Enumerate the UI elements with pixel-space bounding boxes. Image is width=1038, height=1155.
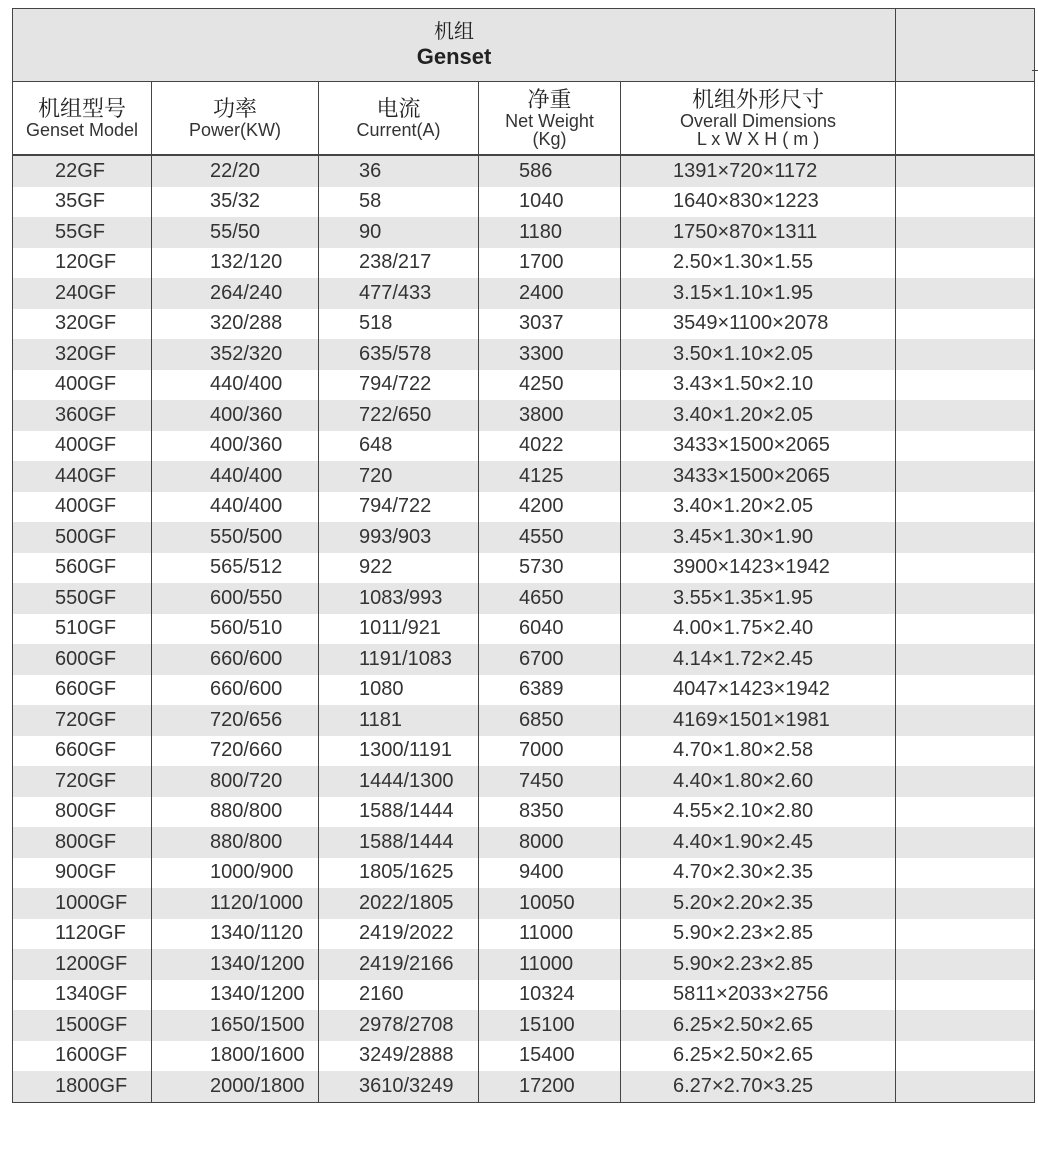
cell-model: 500GF [13,522,152,553]
cell-dimensions: 6.25×2.50×2.65 [621,1041,896,1072]
cell-weight: 15100 [479,1010,621,1041]
cell-current: 922 [319,553,479,584]
header-weight [479,82,621,156]
cell-empty [896,675,1035,706]
cell-model: 400GF [13,492,152,523]
cell-dimensions: 5.90×2.23×2.85 [621,949,896,980]
cell-model: 800GF [13,797,152,828]
cell-model: 22GF [13,155,152,187]
cell-weight: 11000 [479,919,621,950]
cell-power: 352/320 [152,339,319,370]
cell-power: 400/360 [152,400,319,431]
column-header-row [13,82,1035,156]
cell-power: 660/600 [152,675,319,706]
cell-power: 440/400 [152,461,319,492]
cell-dimensions: 4.55×2.10×2.80 [621,797,896,828]
cell-empty [896,827,1035,858]
cell-power: 800/720 [152,766,319,797]
cell-power: 400/360 [152,431,319,462]
cell-current: 993/903 [319,522,479,553]
cell-empty [896,888,1035,919]
header-model-zh: 机组型号 [37,95,126,121]
cell-current: 36 [319,155,479,187]
cell-current: 1080 [319,675,479,706]
table-row [13,492,1035,523]
cell-weight: 4125 [479,461,621,492]
cell-current: 2978/2708 [319,1010,479,1041]
cell-model: 55GF [13,217,152,248]
table-row [13,431,1035,462]
table-row [13,155,1035,187]
cell-empty [896,492,1035,523]
header-weight-unit: (Kg) [532,129,567,149]
cell-dimensions: 3549×1100×2078 [621,309,896,340]
cell-power: 2000/1800 [152,1071,319,1102]
cell-power: 1340/1200 [152,980,319,1011]
cell-current: 1011/921 [319,614,479,645]
cell-dimensions: 6.27×2.70×3.25 [621,1071,896,1102]
cell-empty [896,217,1035,248]
cell-empty [896,278,1035,309]
cell-dimensions: 4.40×1.90×2.45 [621,827,896,858]
cell-weight: 4250 [479,370,621,401]
table-row [13,949,1035,980]
cell-model: 800GF [13,827,152,858]
cell-empty [896,736,1035,767]
cell-dimensions: 3.43×1.50×2.10 [621,370,896,401]
cell-empty [896,461,1035,492]
cell-weight: 586 [479,155,621,187]
cell-weight: 3800 [479,400,621,431]
table-row [13,980,1035,1011]
cell-empty [896,522,1035,553]
cell-weight: 2400 [479,278,621,309]
cell-weight: 1180 [479,217,621,248]
header-current-zh: 电流 [376,95,421,121]
table-row [13,736,1035,767]
cell-model: 1500GF [13,1010,152,1041]
table-row [13,675,1035,706]
cell-power: 1650/1500 [152,1010,319,1041]
table-title-row [13,9,1035,82]
cell-power: 1340/1200 [152,949,319,980]
cell-model: 1340GF [13,980,152,1011]
header-dimensions-zh: 机组外形尺寸 [692,87,825,112]
cell-power: 1340/1120 [152,919,319,950]
header-dimensions-unit: L x W X H ( m ) [696,129,820,149]
cell-model: 320GF [13,339,152,370]
cell-model: 35GF [13,187,152,218]
cell-current: 1588/1444 [319,797,479,828]
cell-model: 360GF [13,400,152,431]
cell-dimensions: 3.15×1.10×1.95 [621,278,896,309]
header-power-zh: 功率 [212,95,257,121]
cell-model: 240GF [13,278,152,309]
cell-dimensions: 3433×1500×2065 [621,461,896,492]
cell-power: 264/240 [152,278,319,309]
cell-model: 320GF [13,309,152,340]
cell-current: 1444/1300 [319,766,479,797]
cell-dimensions: 4.40×1.80×2.60 [621,766,896,797]
cell-weight: 6040 [479,614,621,645]
table-row [13,339,1035,370]
cell-current: 238/217 [319,248,479,279]
header-model [13,82,152,156]
cell-weight: 10324 [479,980,621,1011]
cell-current: 58 [319,187,479,218]
cell-current: 90 [319,217,479,248]
cell-weight: 7000 [479,736,621,767]
cell-power: 55/50 [152,217,319,248]
cell-dimensions: 3.45×1.30×1.90 [621,522,896,553]
cell-weight: 1700 [479,248,621,279]
cell-model: 660GF [13,736,152,767]
genset-spec-table [12,8,1035,1103]
cell-dimensions: 3.40×1.20×2.05 [621,400,896,431]
cell-current: 1083/993 [319,583,479,614]
cell-power: 660/600 [152,644,319,675]
cell-empty [896,1041,1035,1072]
cell-dimensions: 3433×1500×2065 [621,431,896,462]
cell-empty [896,370,1035,401]
cell-current: 518 [319,309,479,340]
header-power [152,82,319,156]
table-row [13,583,1035,614]
table-row [13,217,1035,248]
table-row [13,522,1035,553]
cell-dimensions: 4.14×1.72×2.45 [621,644,896,675]
table-row [13,858,1035,889]
title-zh: 机组 [434,21,475,43]
cell-current: 1191/1083 [319,644,479,675]
table-row [13,553,1035,584]
cell-dimensions: 1391×720×1172 [621,155,896,187]
cell-model: 1800GF [13,1071,152,1102]
table-row [13,614,1035,645]
cell-power: 720/660 [152,736,319,767]
table-row [13,309,1035,340]
cell-power: 1800/1600 [152,1041,319,1072]
cell-dimensions: 1640×830×1223 [621,187,896,218]
cell-weight: 5730 [479,553,621,584]
cell-weight: 6850 [479,705,621,736]
cell-model: 120GF [13,248,152,279]
header-dimensions-en: Overall Dimensions [679,111,837,131]
cell-power: 35/32 [152,187,319,218]
cell-current: 648 [319,431,479,462]
table-row [13,919,1035,950]
header-dimensions [621,82,896,156]
header-current [319,82,479,156]
cell-weight: 4550 [479,522,621,553]
cell-empty [896,919,1035,950]
cell-dimensions: 1750×870×1311 [621,217,896,248]
cell-empty [896,248,1035,279]
cell-model: 600GF [13,644,152,675]
cell-dimensions: 4169×1501×1981 [621,705,896,736]
empty-title-cell [896,9,1035,82]
cell-dimensions: 3.50×1.10×2.05 [621,339,896,370]
cell-empty [896,797,1035,828]
cell-weight: 4650 [479,583,621,614]
title-en: Genset [416,44,492,69]
cell-current: 3249/2888 [319,1041,479,1072]
cell-power: 550/500 [152,522,319,553]
cell-empty [896,187,1035,218]
cell-current: 2419/2166 [319,949,479,980]
header-weight-en: Net Weight [505,111,594,131]
cell-model: 400GF [13,431,152,462]
cell-power: 440/400 [152,492,319,523]
cell-current: 1588/1444 [319,827,479,858]
table-row [13,1010,1035,1041]
cell-model: 660GF [13,675,152,706]
cell-weight: 4022 [479,431,621,462]
cell-empty [896,614,1035,645]
empty-header-cell [896,82,1035,156]
table-row [13,400,1035,431]
header-model-en: Genset Model [25,119,139,140]
cell-current: 1805/1625 [319,858,479,889]
cell-empty [896,400,1035,431]
table-row [13,370,1035,401]
cell-current: 635/578 [319,339,479,370]
cell-dimensions: 5.20×2.20×2.35 [621,888,896,919]
cell-power: 600/550 [152,583,319,614]
cell-current: 794/722 [319,492,479,523]
cell-model: 1600GF [13,1041,152,1072]
cell-power: 22/20 [152,155,319,187]
cell-weight: 6700 [479,644,621,675]
cell-empty [896,766,1035,797]
table-row [13,644,1035,675]
cell-weight: 17200 [479,1071,621,1102]
cell-weight: 4200 [479,492,621,523]
cell-weight: 11000 [479,949,621,980]
table-row [13,705,1035,736]
cell-dimensions: 4.70×2.30×2.35 [621,858,896,889]
header-current-en: Current(A) [356,119,441,140]
cell-power: 132/120 [152,248,319,279]
cell-power: 440/400 [152,370,319,401]
cell-current: 720 [319,461,479,492]
table-row [13,461,1035,492]
cell-power: 560/510 [152,614,319,645]
cell-model: 900GF [13,858,152,889]
cell-empty [896,339,1035,370]
cell-power: 1000/900 [152,858,319,889]
cell-empty [896,705,1035,736]
table-row [13,888,1035,919]
cell-dimensions: 4.70×1.80×2.58 [621,736,896,767]
cell-weight: 3300 [479,339,621,370]
cell-weight: 6389 [479,675,621,706]
cell-weight: 8350 [479,797,621,828]
cell-empty [896,644,1035,675]
cell-current: 2419/2022 [319,919,479,950]
cell-model: 550GF [13,583,152,614]
cell-empty [896,1010,1035,1041]
header-weight-zh: 净重 [527,87,572,112]
cell-weight: 9400 [479,858,621,889]
cell-power: 320/288 [152,309,319,340]
table-row [13,827,1035,858]
genset-spec-table-frame [12,8,1034,1103]
cell-model: 1200GF [13,949,152,980]
table-body [13,155,1035,1102]
header-power-en: Power(KW) [188,119,281,140]
cell-weight: 1040 [479,187,621,218]
cell-current: 1300/1191 [319,736,479,767]
cell-weight: 8000 [479,827,621,858]
cell-power: 720/656 [152,705,319,736]
cell-empty [896,583,1035,614]
cell-empty [896,431,1035,462]
table-row [13,1041,1035,1072]
cell-power: 1120/1000 [152,888,319,919]
cell-weight: 15400 [479,1041,621,1072]
cell-empty [896,949,1035,980]
cell-dimensions: 3900×1423×1942 [621,553,896,584]
table-row [13,1071,1035,1102]
table-row [13,278,1035,309]
cell-empty [896,858,1035,889]
cell-power: 880/800 [152,827,319,858]
cell-model: 720GF [13,766,152,797]
cell-dimensions: 3.55×1.35×1.95 [621,583,896,614]
cell-model: 1120GF [13,919,152,950]
cell-model: 1000GF [13,888,152,919]
cell-dimensions: 6.25×2.50×2.65 [621,1010,896,1041]
cell-empty [896,1071,1035,1102]
cell-empty [896,553,1035,584]
cell-power: 880/800 [152,797,319,828]
cell-dimensions: 4047×1423×1942 [621,675,896,706]
table-row [13,766,1035,797]
table-row [13,248,1035,279]
cell-dimensions: 3.40×1.20×2.05 [621,492,896,523]
cell-empty [896,155,1035,187]
cell-empty [896,980,1035,1011]
cell-weight: 3037 [479,309,621,340]
cell-dimensions: 4.00×1.75×2.40 [621,614,896,645]
cell-current: 3610/3249 [319,1071,479,1102]
cell-current: 2022/1805 [319,888,479,919]
cell-model: 720GF [13,705,152,736]
cell-current: 722/650 [319,400,479,431]
cell-power: 565/512 [152,553,319,584]
table-title [13,9,896,82]
cell-model: 510GF [13,614,152,645]
table-row [13,187,1035,218]
cell-model: 440GF [13,461,152,492]
cell-empty [896,309,1035,340]
edge-tick [1032,70,1038,71]
cell-dimensions: 5811×2033×2756 [621,980,896,1011]
cell-dimensions: 5.90×2.23×2.85 [621,919,896,950]
cell-dimensions: 2.50×1.30×1.55 [621,248,896,279]
table-row [13,797,1035,828]
cell-weight: 7450 [479,766,621,797]
cell-current: 477/433 [319,278,479,309]
cell-weight: 10050 [479,888,621,919]
cell-current: 1181 [319,705,479,736]
cell-current: 794/722 [319,370,479,401]
cell-model: 400GF [13,370,152,401]
cell-current: 2160 [319,980,479,1011]
cell-model: 560GF [13,553,152,584]
